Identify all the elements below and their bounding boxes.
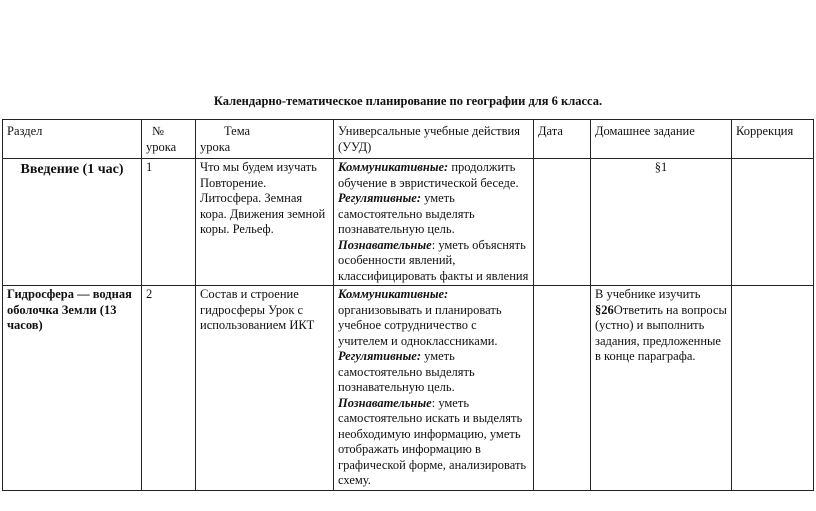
header-correction: Коррекция xyxy=(732,120,814,159)
row-uud: Коммуникативные: организовывать и планировать учебное сотрудничество с учителем и одноклассниками. Регулятивные: уметь самостоятельно выделять познавательную цель. Познавательные: уметь самостоятельно искать и выделять необходимую информацию, уметь отображать информацию в графической форме, анализировать схему. xyxy=(334,286,534,491)
table-row xyxy=(3,286,814,491)
table-row xyxy=(3,159,814,286)
header-row xyxy=(3,120,814,159)
row-topic: Состав и строение гидросферы Урок с использованием ИКТ xyxy=(196,286,334,491)
row-date xyxy=(534,286,591,491)
row-section: Гидросфера — водная оболочка Земли (13 часов) xyxy=(3,286,142,491)
row-date xyxy=(534,159,591,286)
planning-table xyxy=(2,119,814,491)
row-homework: В учебнике изучить §26Ответить на вопросы (устно) и выполнить задания, предложенные в конце параграфа. xyxy=(591,286,732,491)
row-correction xyxy=(732,286,814,491)
row-homework: §1 xyxy=(591,159,732,286)
row-lesson-number: 2 xyxy=(142,286,196,491)
header-lesson-number: № урока xyxy=(142,120,196,159)
header-uud: Универсальные учебные действия (УУД) xyxy=(334,120,534,159)
row-correction xyxy=(732,159,814,286)
header-section: Раздел xyxy=(3,120,142,159)
row-lesson-number: 1 xyxy=(142,159,196,286)
header-topic: Тема урока xyxy=(196,120,334,159)
page-title: Календарно-тематическое планирование по географии для 6 класса. xyxy=(213,94,603,108)
header-date: Дата xyxy=(534,120,591,159)
row-section: Введение (1 час) xyxy=(3,159,142,286)
header-homework: Домашнее задание xyxy=(591,120,732,159)
row-uud: Коммуникативные: продолжить обучение в эвристической беседе. Регулятивные: уметь самостоятельно выделять познавательную цель. Познавательные: уметь объяснять особенности явлений, классифицировать факты и явления xyxy=(334,159,534,286)
row-topic: Что мы будем изучать Повторение. Литосфера. Земная кора. Движения земной коры. Рельеф. xyxy=(196,159,334,286)
